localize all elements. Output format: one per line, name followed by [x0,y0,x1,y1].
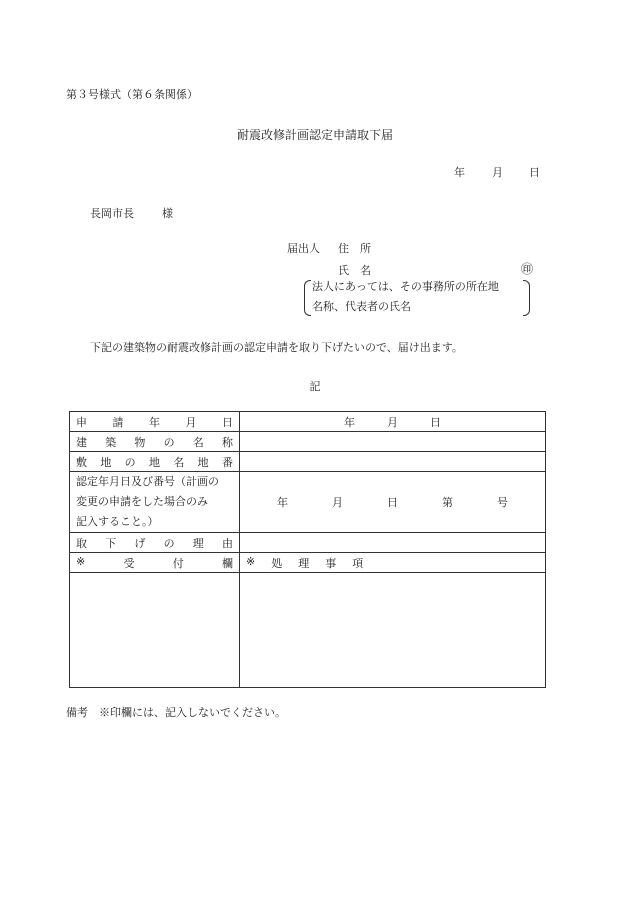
date-year-label: 年 [454,166,465,179]
table-row-application-date [70,412,546,432]
reception-label: ※ 受 付 欄 [70,553,240,573]
remarks: 備考 ※印欄には、記入しないでください。 [66,706,286,719]
corporate-note-line1: 法人にあっては、その事務所の所在地 [312,280,499,293]
right-bracket [523,280,530,316]
corporate-note [304,278,530,316]
date-month-label: 月 [492,166,503,179]
building-name-value[interactable] [240,432,546,452]
reason-value[interactable] [240,533,546,553]
addressee [90,205,173,221]
left-bracket [304,280,311,316]
table-row-reason [70,533,546,553]
approval-value[interactable]: 年 月 日 第 号 [240,472,546,533]
addressee-suffix: 様 [162,207,173,220]
table-row-office-use [70,573,546,688]
table-row-approval [70,472,546,533]
applicant-address-label: 住 所 [338,242,371,255]
reason-label: 取 下 げ の 理 由 [70,533,240,553]
date-day-label: 日 [529,166,540,179]
body-text: 下記の建築物の耐震改修計画の認定申請を取り下げたいので、届け出ます。 [90,341,463,354]
approval-label: 認定年月日及び番号（計画の 変更の申請をした場合のみ 記入すること。） [70,472,240,533]
document-title: 耐震改修計画認定申請取下届 [236,128,393,142]
lot-value[interactable] [240,452,546,472]
ki-heading: 記 [309,380,321,393]
corporate-note-line2: 名称、代表者の氏名 [312,300,411,313]
seal-mark: ㊞ [521,262,534,276]
form-table [69,411,546,688]
addressee-name: 長岡市長 [90,207,134,220]
processing-label: ※ 処 理 事 項 [240,553,546,573]
table-row-lot [70,452,546,472]
application-date-value[interactable]: 年 月 日 [240,412,546,432]
applicant-label: 届出人 [287,242,320,255]
applicant-name-label: 氏 名 [338,264,371,277]
processing-area [240,573,546,688]
form-number: 第３号様式（第６条関係） [66,88,198,101]
reception-area [70,573,240,688]
lot-label: 敷 地 の 地 名 地 番 [70,452,240,472]
table-row-building-name [70,432,546,452]
application-date-label: 申 請 年 月 日 [70,412,240,432]
table-row-office-use-headers [70,553,546,573]
building-name-label: 建 築 物 の 名 称 [70,432,240,452]
